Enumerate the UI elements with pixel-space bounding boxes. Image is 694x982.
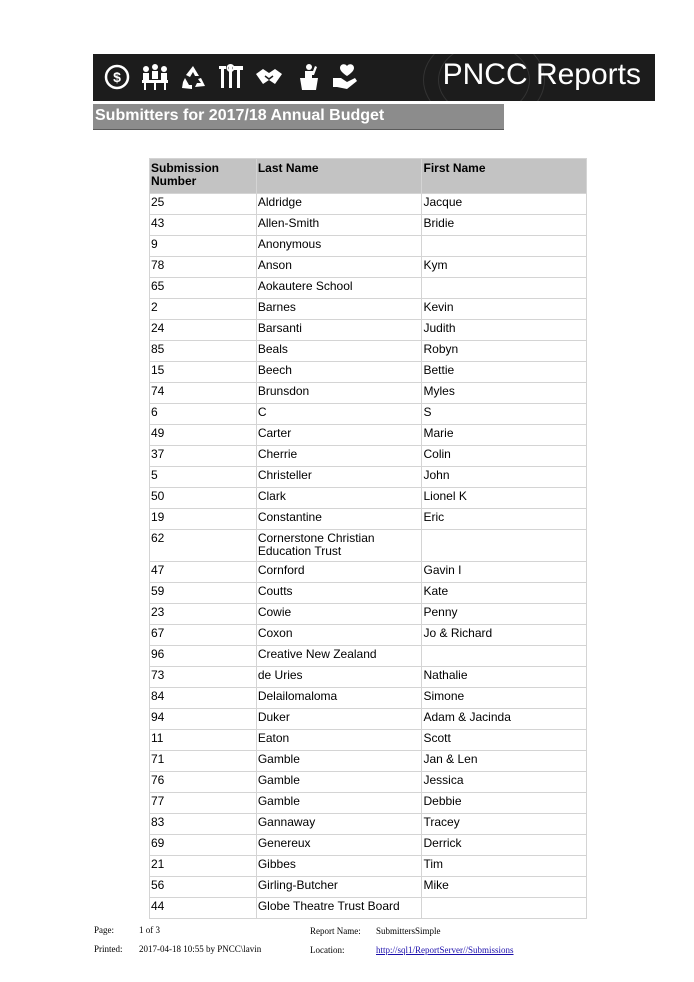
cell-submission-number: 71 [150,751,257,772]
cell-first-name: Jacque [422,194,587,215]
cell-submission-number: 73 [150,667,257,688]
table-row [150,299,587,320]
cell-first-name: Tim [422,856,587,877]
table-row [150,688,587,709]
column-header-last-name: Last Name [256,159,422,194]
cell-first-name: Kym [422,257,587,278]
cell-first-name: Bridie [422,215,587,236]
table-row [150,467,587,488]
cell-first-name: John [422,467,587,488]
cell-submission-number: 24 [150,320,257,341]
footer-report-name-label: Report Name: [310,926,361,936]
cell-last-name: Creative New Zealand [256,646,422,667]
cell-last-name: Beals [256,341,422,362]
cell-first-name: Jessica [422,772,587,793]
cell-last-name: Barsanti [256,320,422,341]
table-row [150,793,587,814]
table-row [150,362,587,383]
cell-last-name: Constantine [256,509,422,530]
table-row [150,404,587,425]
cell-submission-number: 21 [150,856,257,877]
cell-first-name: Kevin [422,299,587,320]
table-row [150,877,587,898]
cell-last-name: Eaton [256,730,422,751]
cell-last-name: Clark [256,488,422,509]
cell-first-name: Jo & Richard [422,625,587,646]
footer-report-name-value: SubmittersSimple [376,926,441,936]
cell-last-name: Aldridge [256,194,422,215]
cell-submission-number: 59 [150,583,257,604]
cell-last-name: Cherrie [256,446,422,467]
cell-first-name [422,278,587,299]
cell-last-name: Duker [256,709,422,730]
cell-submission-number: 23 [150,604,257,625]
cell-submission-number: 65 [150,278,257,299]
cell-submission-number: 47 [150,562,257,583]
column-header-first-name: First Name [422,159,587,194]
cell-first-name: Robyn [422,341,587,362]
cell-submission-number: 37 [150,446,257,467]
cell-last-name: Coutts [256,583,422,604]
cell-submission-number: 9 [150,236,257,257]
cell-submission-number: 78 [150,257,257,278]
cell-first-name: Mike [422,877,587,898]
footer-printed-label: Printed: [94,944,123,954]
cell-last-name: Gamble [256,772,422,793]
speaker-podium-icon [291,60,323,94]
cell-last-name: Globe Theatre Trust Board [256,898,422,919]
cell-first-name: Adam & Jacinda [422,709,587,730]
dollar-icon [101,60,133,94]
cell-last-name: Anson [256,257,422,278]
cell-first-name: Lionel K [422,488,587,509]
svg-text:$: $ [113,69,121,85]
cell-first-name: Eric [422,509,587,530]
cell-last-name: Cornford [256,562,422,583]
table-row [150,667,587,688]
banner-icon-strip [101,60,361,94]
table-row [150,730,587,751]
cell-first-name: Penny [422,604,587,625]
cell-last-name: Gannaway [256,814,422,835]
table-row [150,320,587,341]
cell-submission-number: 84 [150,688,257,709]
table-row [150,383,587,404]
cell-submission-number: 96 [150,646,257,667]
cell-first-name: Kate [422,583,587,604]
cell-submission-number: 50 [150,488,257,509]
table-row [150,278,587,299]
cell-first-name: Derrick [422,835,587,856]
cell-submission-number: 43 [150,215,257,236]
cell-submission-number: 67 [150,625,257,646]
table-row [150,898,587,919]
table-row [150,215,587,236]
cell-submission-number: 15 [150,362,257,383]
cell-submission-number: 2 [150,299,257,320]
cell-submission-number: 83 [150,814,257,835]
table-header-row [150,159,587,194]
table-row [150,583,587,604]
cell-last-name: Anonymous [256,236,422,257]
table-row [150,562,587,583]
cell-submission-number: 94 [150,709,257,730]
cell-last-name: Brunsdon [256,383,422,404]
table-row [150,856,587,877]
report-banner [93,54,655,101]
cell-last-name: Cowie [256,604,422,625]
table-row [150,488,587,509]
cell-first-name: Nathalie [422,667,587,688]
cell-submission-number: 11 [150,730,257,751]
footer-location-label: Location: [310,945,345,955]
cell-first-name: Tracey [422,814,587,835]
table-row [150,835,587,856]
table-row [150,341,587,362]
table-row [150,751,587,772]
cell-submission-number: 49 [150,425,257,446]
table-row [150,772,587,793]
handshake-icon [253,60,285,94]
cell-submission-number: 19 [150,509,257,530]
table-row [150,604,587,625]
cell-last-name: Girling-Butcher [256,877,422,898]
cell-last-name: Aokautere School [256,278,422,299]
table-row [150,257,587,278]
cell-submission-number: 6 [150,404,257,425]
report-title-bar [93,104,504,130]
table-body [150,194,587,919]
heart-hand-icon [329,60,361,94]
cell-last-name: Delailomaloma [256,688,422,709]
table-row [150,646,587,667]
brand-title: PNCC Reports [442,58,641,91]
cell-submission-number: 5 [150,467,257,488]
footer-location-link[interactable]: http://sql1/ReportServer//Submissions [376,945,514,955]
cell-last-name: Carter [256,425,422,446]
cell-last-name: Gibbes [256,856,422,877]
cell-first-name: Scott [422,730,587,751]
column-header-submission-number: Submission Number [150,159,257,194]
footer-page-value: 1 of 3 [139,925,160,935]
recycle-icon [177,60,209,94]
cell-submission-number: 69 [150,835,257,856]
cell-last-name: Beech [256,362,422,383]
table-row [150,530,587,562]
cell-submission-number: 25 [150,194,257,215]
cell-submission-number: 85 [150,341,257,362]
footer-location-link-wrap [376,945,514,955]
cell-first-name: Simone [422,688,587,709]
footer-page-label: Page: [94,925,114,935]
table-row [150,236,587,257]
cell-first-name: Gavin I [422,562,587,583]
cell-last-name: Barnes [256,299,422,320]
cell-first-name: Debbie [422,793,587,814]
cell-submission-number: 74 [150,383,257,404]
cell-first-name [422,898,587,919]
cell-first-name [422,236,587,257]
cell-submission-number: 76 [150,772,257,793]
report-title: Submitters for 2017/18 Annual Budget [95,107,385,124]
cell-submission-number: 56 [150,877,257,898]
cell-first-name: S [422,404,587,425]
cell-last-name: de Uries [256,667,422,688]
table-row [150,446,587,467]
cell-last-name: Genereux [256,835,422,856]
table-row [150,194,587,215]
cell-submission-number: 44 [150,898,257,919]
cell-submission-number: 62 [150,530,257,562]
cell-first-name: Myles [422,383,587,404]
cell-first-name: Bettie [422,362,587,383]
cell-first-name: Judith [422,320,587,341]
cell-first-name [422,646,587,667]
cell-first-name [422,530,587,562]
people-meeting-icon [139,60,171,94]
table-row [150,709,587,730]
footer-printed-value: 2017-04-18 10:55 by PNCC\lavin [139,944,262,954]
tools-icon [215,60,247,94]
cell-last-name: Coxon [256,625,422,646]
cell-first-name: Marie [422,425,587,446]
table-row [150,509,587,530]
table-row [150,425,587,446]
cell-first-name: Colin [422,446,587,467]
cell-last-name: C [256,404,422,425]
submitters-table [149,158,587,919]
cell-last-name: Gamble [256,751,422,772]
cell-last-name: Cornerstone Christian Education Trust [256,530,422,562]
table-row [150,814,587,835]
cell-last-name: Allen-Smith [256,215,422,236]
cell-first-name: Jan & Len [422,751,587,772]
cell-submission-number: 77 [150,793,257,814]
cell-last-name: Gamble [256,793,422,814]
cell-last-name: Christeller [256,467,422,488]
table-row [150,625,587,646]
